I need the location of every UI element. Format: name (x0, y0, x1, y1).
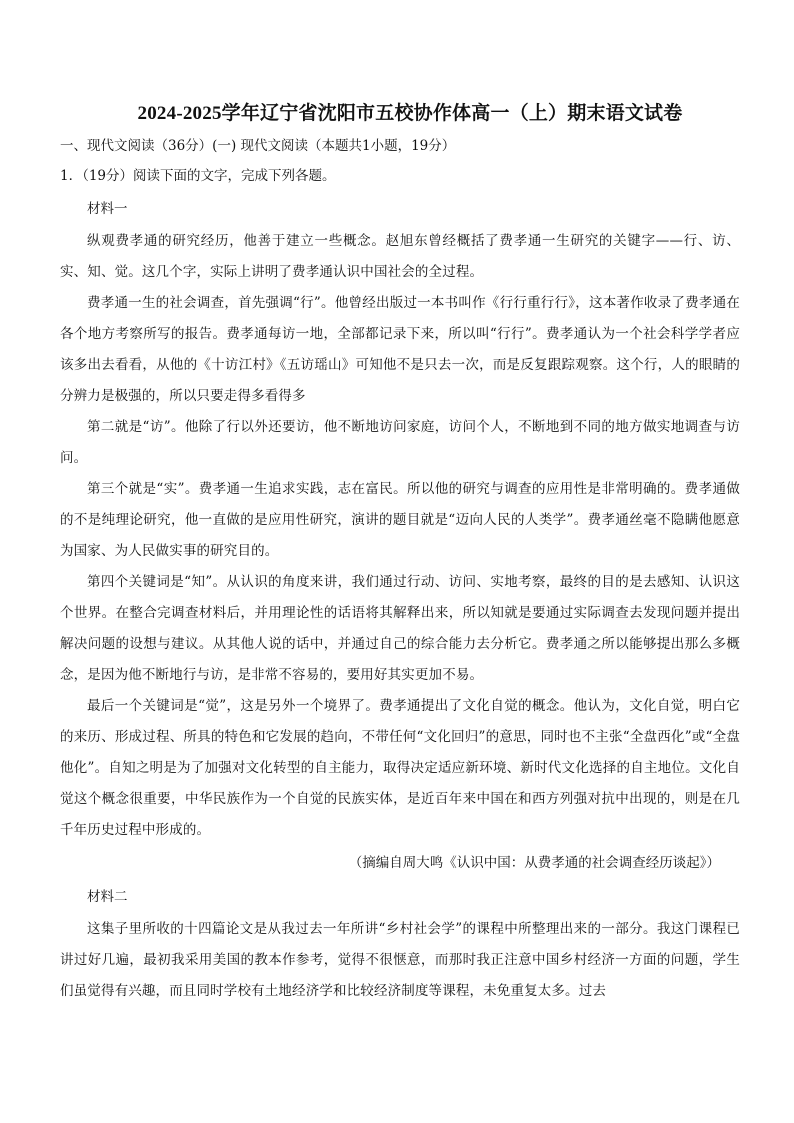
material-two-paragraph-1: 这集子里所收的十四篇论文是从我过去一年所讲“乡村社会学”的课程中所整理出来的一部分。我这门课程已讲过好几遍，最初我采用美国的教本作参考，觉得不很惬意，而那时我正注意中国乡村经济一方面的问题，学生们虽觉得有兴趣，而且同时学校有土地经济学和比较经济制度等课程，未免重复太多。过去 (60, 921, 740, 999)
material-one-paragraph-6: 最后一个关键词是“觉”，这是另外一个境界了。费孝通提出了文化自觉的概念。他认为，文化自觉，明白它的来历、形成过程、所具的特色和它发展的趋向，不带任何“文化回归”的意思，同时也不主张“全盘西化”或“全盘他化”。自知之明是为了加强对文化转型的自主能力，取得决定适应新环境、新时代文化选择的自主地位。文化自觉这个概念很重要，中华民族作为一个自觉的民族实体，是近百年来中国在和西方列强对抗中出现的，则是在几千年历史过程中形成的。 (60, 698, 740, 838)
material-two (60, 880, 740, 1007)
material-one (60, 192, 740, 880)
material-one-paragraph-1: 纵观费孝通的研究经历，他善于建立一些概念。赵旭东曾经概括了费孝通一生研究的关键字——行、访、实、知、觉。这几个字，实际上讲明了费孝通认识中国社会的全过程。 (60, 233, 740, 280)
material-two-label: 材料二 (87, 889, 128, 905)
material-one-label: 材料一 (87, 201, 128, 217)
material-one-source: （摘编自周大鸣《认识中国：从费孝通的社会调查经历谈起》） (348, 855, 720, 871)
material-one-paragraph-4: 第三个就是“实”。费孝通一生追求实践，志在富民。所以他的研究与调查的应用性是非常明确的。费孝通做的不是纯理论研究，他一直做的是应用性研究，演讲的题目就是“迈向人民的人类学”。费孝通丝毫不隐瞒他愿意为国家、为人民做实事的研究目的。 (60, 481, 740, 559)
material-one-paragraph-3: 第二就是“访”。他除了行以外还要访，他不断地访问家庭，访问个人，不断地到不同的地方做实地调查与访问。 (60, 419, 740, 466)
material-one-paragraph-5: 第四个关键词是“知”。从认识的角度来讲，我们通过行动、访问、实地考察，最终的目的是去感知、认识这个世界。在整合完调查材料后，并用理论性的话语将其解释出来，所以知就是要通过实际调查去发现问题并提出解决问题的设想与建议。从其他人说的话中，并通过自己的综合能力去分析它。费孝通之所以能够提出那么多概念，是因为他不断地行与访，是非常不容易的，要用好其实更加不易。 (60, 574, 740, 683)
section-heading: 一、现代文阅读（36分）(一) 现代文阅读（本题共1小题，19分） (60, 138, 456, 154)
material-one-paragraph-2: 费孝通一生的社会调查，首先强调“行”。他曾经出版过一本书叫作《行行重行行》，这本著作收录了费孝通在各个地方考察所写的报告。费孝通每访一地，全部都记录下来，所以叫“行行”。费孝通认为一个社会科学学者应该多出去看看，从他的《十访江村》《五访瑶山》可知他不是只去一次，而是反复跟踪观察。这个行，人的眼睛的分辨力是极强的，所以只要走得多看得多 (60, 295, 740, 404)
exam-title: 2024-2025学年辽宁省沈阳市五校协作体高一（上）期末语文试卷 (137, 103, 683, 124)
question-heading: 1．（19分）阅读下面的文字，完成下列各题。 (60, 168, 336, 184)
